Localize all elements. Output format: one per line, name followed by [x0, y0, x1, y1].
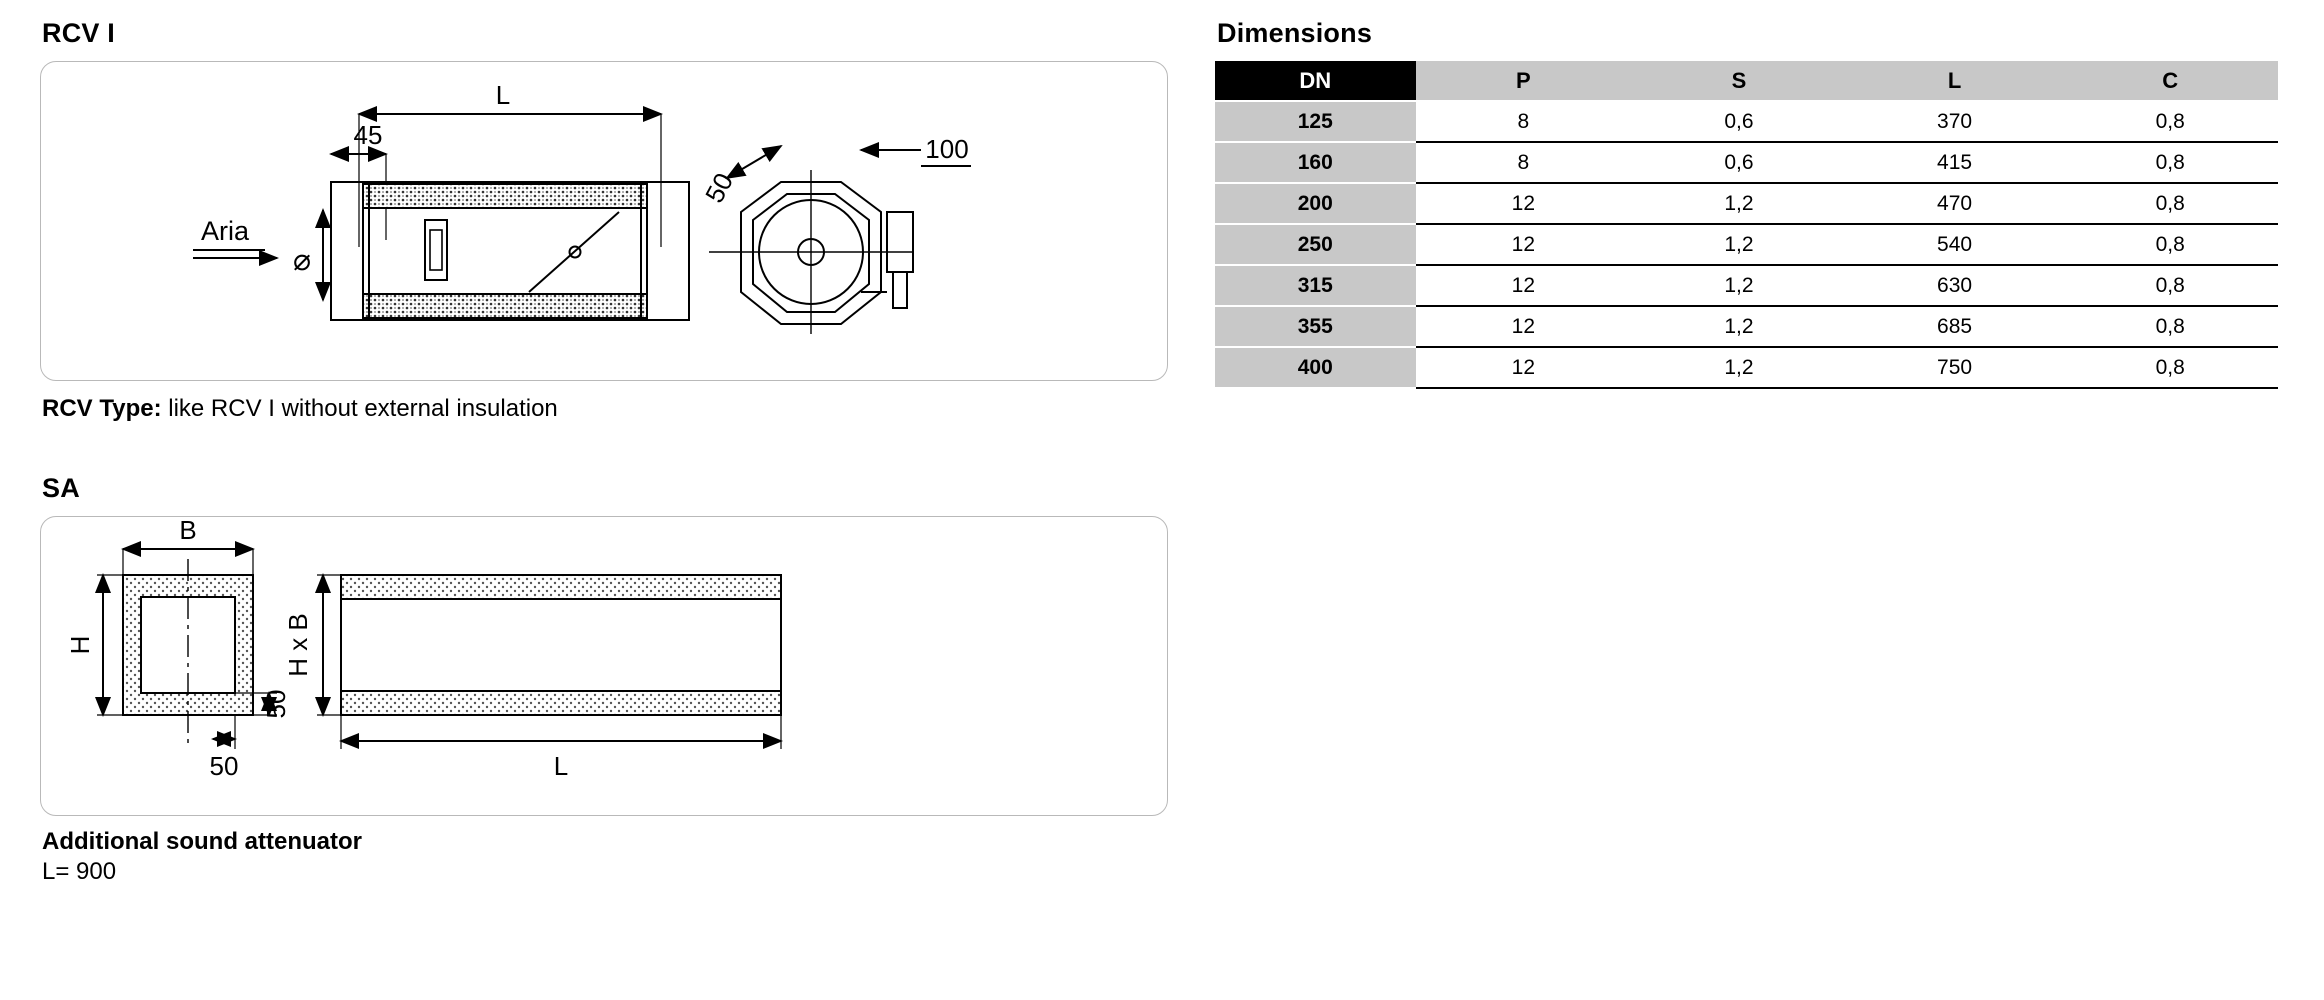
table-row	[1215, 347, 2278, 388]
cell-l: 630	[1847, 265, 2063, 306]
rcv-type-caption	[42, 393, 1170, 425]
cell-p: 8	[1416, 101, 1632, 142]
svg-text:50: 50	[261, 689, 291, 719]
cell-dn: 315	[1215, 265, 1416, 306]
cell-s: 1,2	[1631, 265, 1847, 306]
cell-c: 0,8	[2062, 347, 2278, 388]
svg-text:L: L	[495, 80, 511, 110]
table-header	[1215, 61, 2278, 101]
dimensions-title: Dimensions	[1217, 18, 1373, 48]
cell-l: 685	[1847, 306, 2063, 347]
rcv-section-title: RCV I	[42, 18, 116, 48]
cell-p: 12	[1416, 183, 1632, 224]
col-header-p: P	[1416, 61, 1632, 101]
cell-c: 0,8	[2062, 183, 2278, 224]
svg-text:Aria: Aria	[201, 216, 250, 246]
cell-dn: 250	[1215, 224, 1416, 265]
cell-s: 1,2	[1631, 306, 1847, 347]
cell-c: 0,8	[2062, 224, 2278, 265]
svg-text:50: 50	[209, 751, 239, 782]
cell-c: 0,8	[2062, 306, 2278, 347]
col-header-l: L	[1847, 61, 2063, 101]
cell-p: 12	[1416, 224, 1632, 265]
sa-caption-title: Additional sound attenuator	[42, 828, 362, 856]
table-row	[1215, 224, 2278, 265]
left-column	[40, 18, 1170, 886]
sa-section-title: SA	[42, 473, 80, 504]
svg-text:H: H	[65, 636, 95, 655]
cell-p: 12	[1416, 306, 1632, 347]
svg-text:50: 50	[699, 167, 740, 208]
svg-text:H x B: H x B	[283, 613, 313, 678]
cell-dn: 125	[1215, 101, 1416, 142]
table-row	[1215, 142, 2278, 183]
cell-dn: 200	[1215, 183, 1416, 224]
sa-drawing	[41, 517, 1169, 822]
rcv-type-caption-rest: like RCV I without external insulation	[161, 395, 558, 422]
cell-l: 470	[1847, 183, 2063, 224]
cell-l: 750	[1847, 347, 2063, 388]
svg-text:45: 45	[353, 120, 383, 150]
cell-p: 8	[1416, 142, 1632, 183]
right-column	[1215, 18, 2280, 389]
dimensions-table	[1215, 61, 2278, 389]
cell-p: 12	[1416, 347, 1632, 388]
col-header-dn: DN	[1215, 61, 1416, 101]
svg-text:⌀: ⌀	[293, 244, 312, 277]
table-row	[1215, 306, 2278, 347]
col-header-s: S	[1631, 61, 1847, 101]
cell-s: 0,6	[1631, 101, 1847, 142]
sa-caption-length: L= 900	[42, 858, 117, 886]
sa-drawing-panel	[40, 516, 1168, 816]
svg-text:L: L	[553, 751, 569, 782]
cell-c: 0,8	[2062, 142, 2278, 183]
cell-s: 0,6	[1631, 142, 1847, 183]
cell-dn: 160	[1215, 142, 1416, 183]
cell-l: 540	[1847, 224, 2063, 265]
cell-c: 0,8	[2062, 265, 2278, 306]
table-row	[1215, 183, 2278, 224]
svg-text:B: B	[179, 517, 197, 546]
rcv-drawing-panel	[40, 61, 1168, 381]
cell-l: 370	[1847, 101, 2063, 142]
cell-s: 1,2	[1631, 183, 1847, 224]
cell-dn: 355	[1215, 306, 1416, 347]
cell-s: 1,2	[1631, 347, 1847, 388]
table-row	[1215, 265, 2278, 306]
cell-dn: 400	[1215, 347, 1416, 388]
cell-p: 12	[1416, 265, 1632, 306]
table-row	[1215, 101, 2278, 142]
col-header-c: C	[2062, 61, 2278, 101]
svg-text:100: 100	[925, 134, 969, 164]
cell-s: 1,2	[1631, 224, 1847, 265]
rcv-type-caption-strong: RCV Type:	[42, 395, 162, 422]
table-body	[1215, 101, 2278, 388]
cell-l: 415	[1847, 142, 2063, 183]
table-header-row	[1215, 61, 2278, 101]
cell-c: 0,8	[2062, 101, 2278, 142]
